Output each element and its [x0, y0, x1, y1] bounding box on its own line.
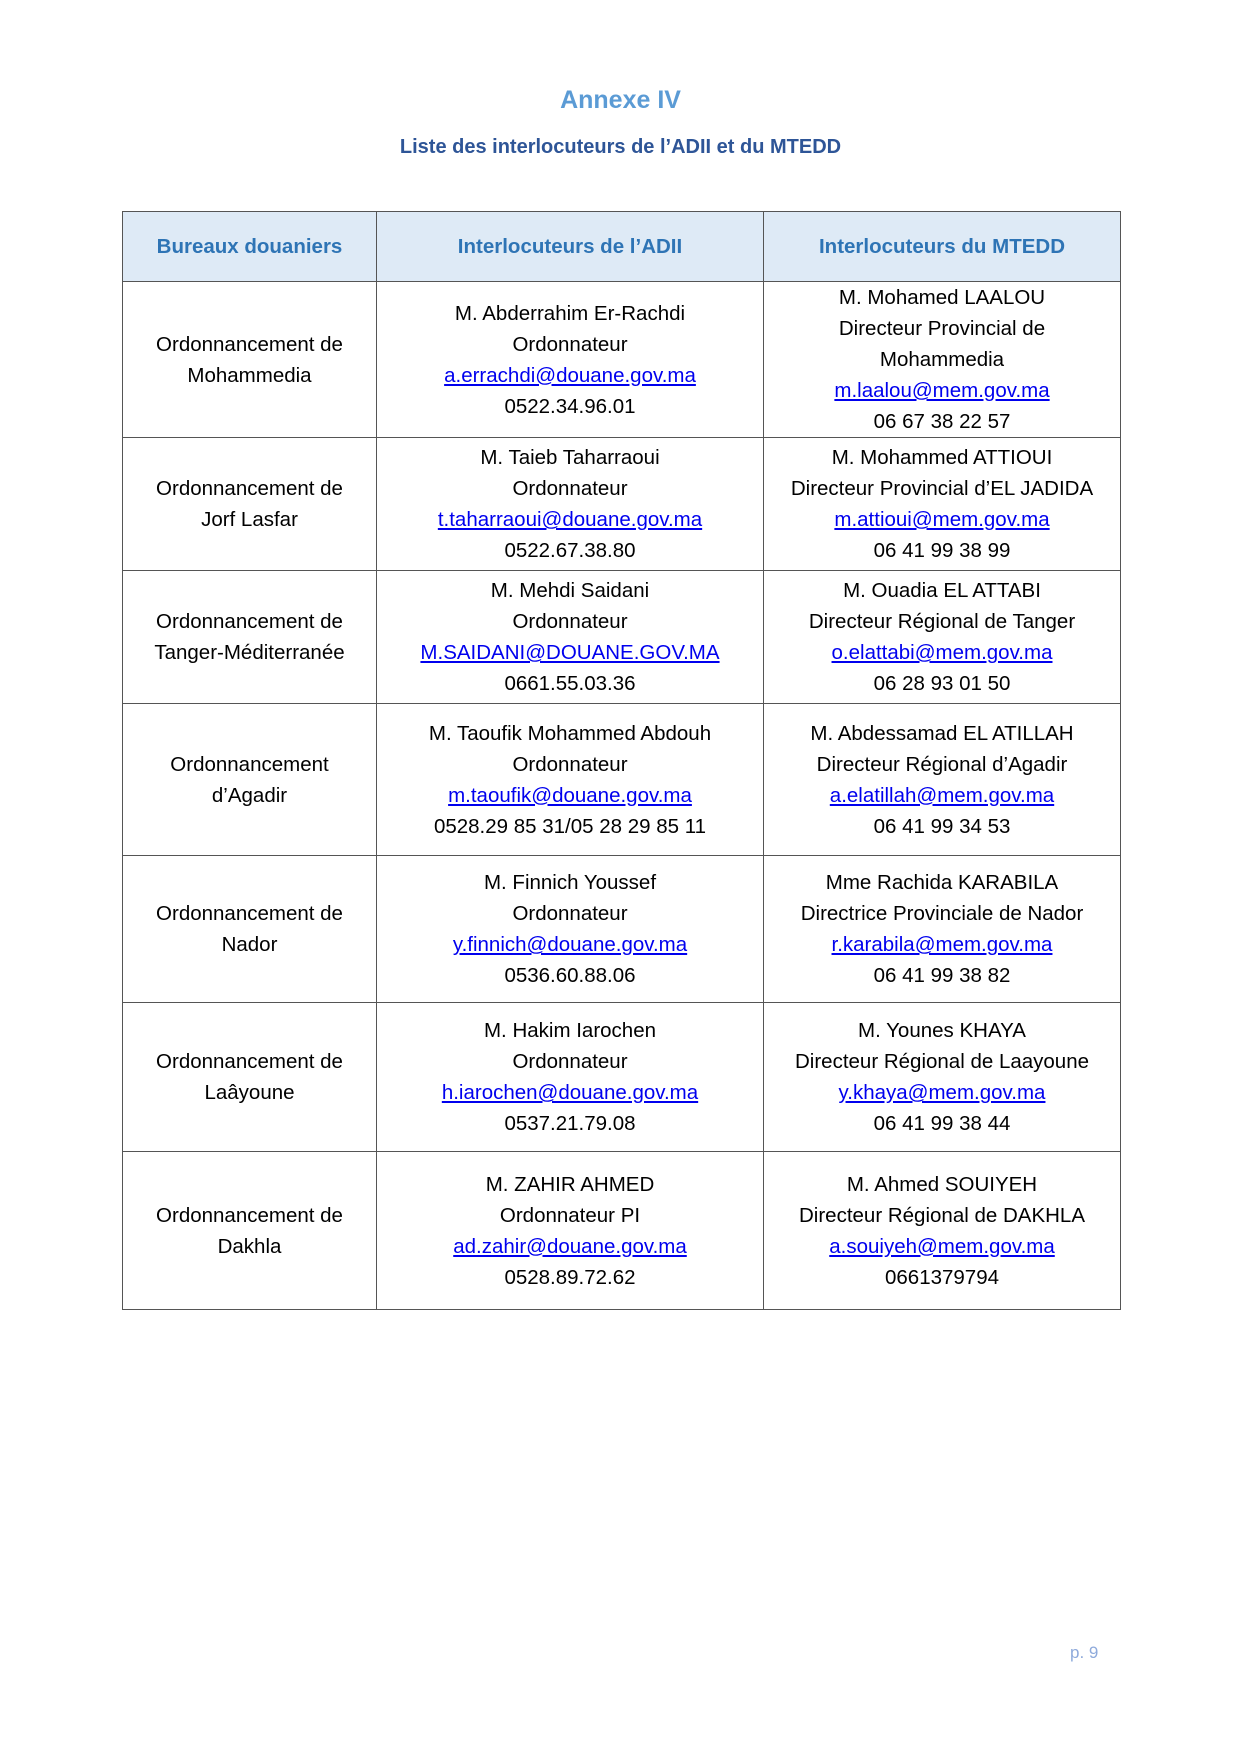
bureau-cell: [123, 438, 377, 571]
mtedd-cell: [764, 1003, 1121, 1152]
mtedd-email-link[interactable]: m.laalou@mem.gov.ma: [834, 379, 1050, 402]
mtedd-email-link[interactable]: a.souiyeh@mem.gov.ma: [829, 1234, 1055, 1258]
bureau-cell: [123, 856, 377, 1003]
bureau-name-line: Ordonnancement: [170, 752, 329, 776]
bureau-name-line: Ordonnancement de: [156, 477, 343, 500]
table-row: [123, 438, 1121, 571]
bureau-name-line: Mohammedia: [187, 363, 312, 387]
mtedd-role: Directeur Provincial d’EL JADIDA: [790, 477, 1094, 500]
adii-role: Ordonnateur: [512, 902, 628, 925]
adii-email-link[interactable]: t.taharraoui@douane.gov.ma: [437, 508, 703, 531]
table-row: [123, 856, 1121, 1003]
mtedd-role: Directeur Régional d’Agadir: [816, 752, 1068, 776]
adii-name: M. Taieb Taharraoui: [480, 446, 660, 469]
mtedd-cell: [764, 438, 1121, 571]
bureau-cell: [123, 1152, 377, 1310]
mtedd-phone: 06 28 93 01 50: [873, 672, 1011, 695]
mtedd-cell: [764, 282, 1121, 438]
table-row: [123, 571, 1121, 704]
mtedd-email-link[interactable]: a.elatillah@mem.gov.ma: [829, 783, 1055, 807]
bureau-name-line: Ordonnancement de: [156, 332, 343, 356]
contacts-table: [122, 211, 1121, 1310]
adii-role: Ordonnateur: [512, 1050, 628, 1073]
mtedd-name: M. Mohammed ATTIOUI: [831, 446, 1053, 469]
adii-phone: 0528.89.72.62: [504, 1265, 636, 1289]
adii-email-link[interactable]: h.iarochen@douane.gov.ma: [441, 1081, 699, 1104]
adii-phone: 0537.21.79.08: [504, 1112, 636, 1135]
adii-role: Ordonnateur: [512, 477, 628, 500]
mtedd-phone: 06 67 38 22 57: [873, 410, 1011, 433]
bureau-name-line: Dakhla: [217, 1234, 282, 1258]
mtedd-email-link[interactable]: r.karabila@mem.gov.ma: [831, 933, 1053, 956]
bureau-name-line: Ordonnancement de: [156, 902, 343, 925]
bureau-name-line: Ordonnancement de: [156, 1203, 343, 1227]
bureau-name-line: Jorf Lasfar: [201, 508, 298, 531]
header-mtedd: Interlocuteurs du MTEDD: [764, 212, 1121, 282]
adii-name: M. Taoufik Mohammed Abdouh: [428, 721, 712, 745]
table-row: [123, 282, 1121, 438]
adii-email-link[interactable]: y.finnich@douane.gov.ma: [452, 933, 688, 956]
bureau-name-line: d’Agadir: [211, 783, 288, 807]
mtedd-role: Directrice Provinciale de Nador: [800, 902, 1084, 925]
page-number: p. 9: [1070, 1643, 1099, 1662]
mtedd-email-link[interactable]: y.khaya@mem.gov.ma: [838, 1081, 1046, 1104]
mtedd-email-link[interactable]: m.attioui@mem.gov.ma: [834, 508, 1050, 531]
mtedd-name: M. Abdessamad EL ATILLAH: [810, 721, 1074, 745]
mtedd-cell: [764, 1152, 1121, 1310]
adii-name: M. ZAHIR AHMED: [485, 1172, 655, 1196]
mtedd-role: Directeur Régional de DAKHLA: [799, 1203, 1085, 1227]
mtedd-name: M. Ahmed SOUIYEH: [846, 1172, 1038, 1196]
bureau-cell: [123, 282, 377, 438]
table-row: [123, 704, 1121, 856]
adii-phone: 0522.34.96.01: [504, 394, 636, 418]
mtedd-name: Mme Rachida KARABILA: [825, 871, 1059, 894]
mtedd-name: M. Mohamed LAALOU: [838, 286, 1046, 309]
mtedd-cell: [764, 856, 1121, 1003]
adii-name: M. Finnich Youssef: [483, 871, 657, 894]
adii-cell: [377, 704, 764, 856]
bureau-cell: [123, 571, 377, 704]
table-row: [123, 1003, 1121, 1152]
adii-name: M. Mehdi Saidani: [490, 579, 650, 602]
table-row: [123, 1152, 1121, 1310]
mtedd-name: M. Ouadia EL ATTABI: [843, 579, 1041, 602]
mtedd-phone: 06 41 99 38 99: [873, 539, 1011, 562]
adii-email-link[interactable]: m.taoufik@douane.gov.ma: [448, 783, 692, 807]
adii-email-link[interactable]: M.SAIDANI@DOUANE.GOV.MA: [420, 641, 720, 664]
adii-cell: [377, 438, 764, 571]
bureau-cell: [123, 1003, 377, 1152]
mtedd-email-link[interactable]: o.elattabi@mem.gov.ma: [831, 641, 1053, 664]
bureau-name-line: Ordonnancement de: [156, 1050, 343, 1073]
adii-cell: [377, 571, 764, 704]
adii-phone: 0522.67.38.80: [504, 539, 636, 562]
adii-cell: [377, 856, 764, 1003]
mtedd-phone: 0661379794: [884, 1265, 999, 1289]
adii-phone: 0528.29 85 31/05 28 29 85 11: [433, 814, 707, 838]
adii-cell: [377, 1152, 764, 1310]
mtedd-phone: 06 41 99 38 82: [873, 964, 1011, 987]
adii-role: Ordonnateur: [512, 610, 628, 633]
adii-phone: 0536.60.88.06: [504, 964, 636, 987]
bureau-name-line: Ordonnancement de: [156, 610, 343, 633]
adii-name: M. Abderrahim Er-Rachdi: [454, 301, 686, 325]
mtedd-name: M. Younes KHAYA: [858, 1019, 1026, 1042]
adii-cell: [377, 1003, 764, 1152]
mtedd-phone: 06 41 99 34 53: [873, 814, 1011, 838]
bureau-cell: [123, 704, 377, 856]
bureau-name-line: Nador: [221, 933, 278, 956]
adii-email-link[interactable]: a.errachdi@douane.gov.ma: [444, 363, 696, 387]
adii-email-link[interactable]: ad.zahir@douane.gov.ma: [453, 1234, 687, 1258]
adii-role: Ordonnateur PI: [499, 1203, 641, 1227]
mtedd-role: Directeur Régional de Laayoune: [794, 1050, 1090, 1073]
adii-cell: [377, 282, 764, 438]
bureau-name-line: Tanger-Méditerranée: [154, 641, 345, 664]
mtedd-cell: [764, 704, 1121, 856]
header-bureaux: Bureaux douaniers: [123, 212, 377, 282]
adii-phone: 0661.55.03.36: [504, 672, 636, 695]
adii-role: Ordonnateur: [512, 332, 628, 356]
annex-subtitle: Liste des interlocuteurs de l’ADII et du MTEDD: [399, 136, 842, 158]
mtedd-role: Directeur Régional de Tanger: [808, 610, 1076, 633]
bureau-name-line: Laâyoune: [204, 1081, 295, 1104]
mtedd-cell: [764, 571, 1121, 704]
table-header-row: [123, 212, 1121, 282]
header-adii: Interlocuteurs de l’ADII: [377, 212, 764, 282]
mtedd-phone: 06 41 99 38 44: [873, 1112, 1011, 1135]
mtedd-role: Directeur Provincial de: [838, 317, 1046, 340]
adii-role: Ordonnateur: [512, 752, 628, 776]
adii-name: M. Hakim Iarochen: [483, 1019, 657, 1042]
annex-title: Annexe IV: [560, 86, 681, 114]
mtedd-role: Mohammedia: [879, 348, 1005, 371]
